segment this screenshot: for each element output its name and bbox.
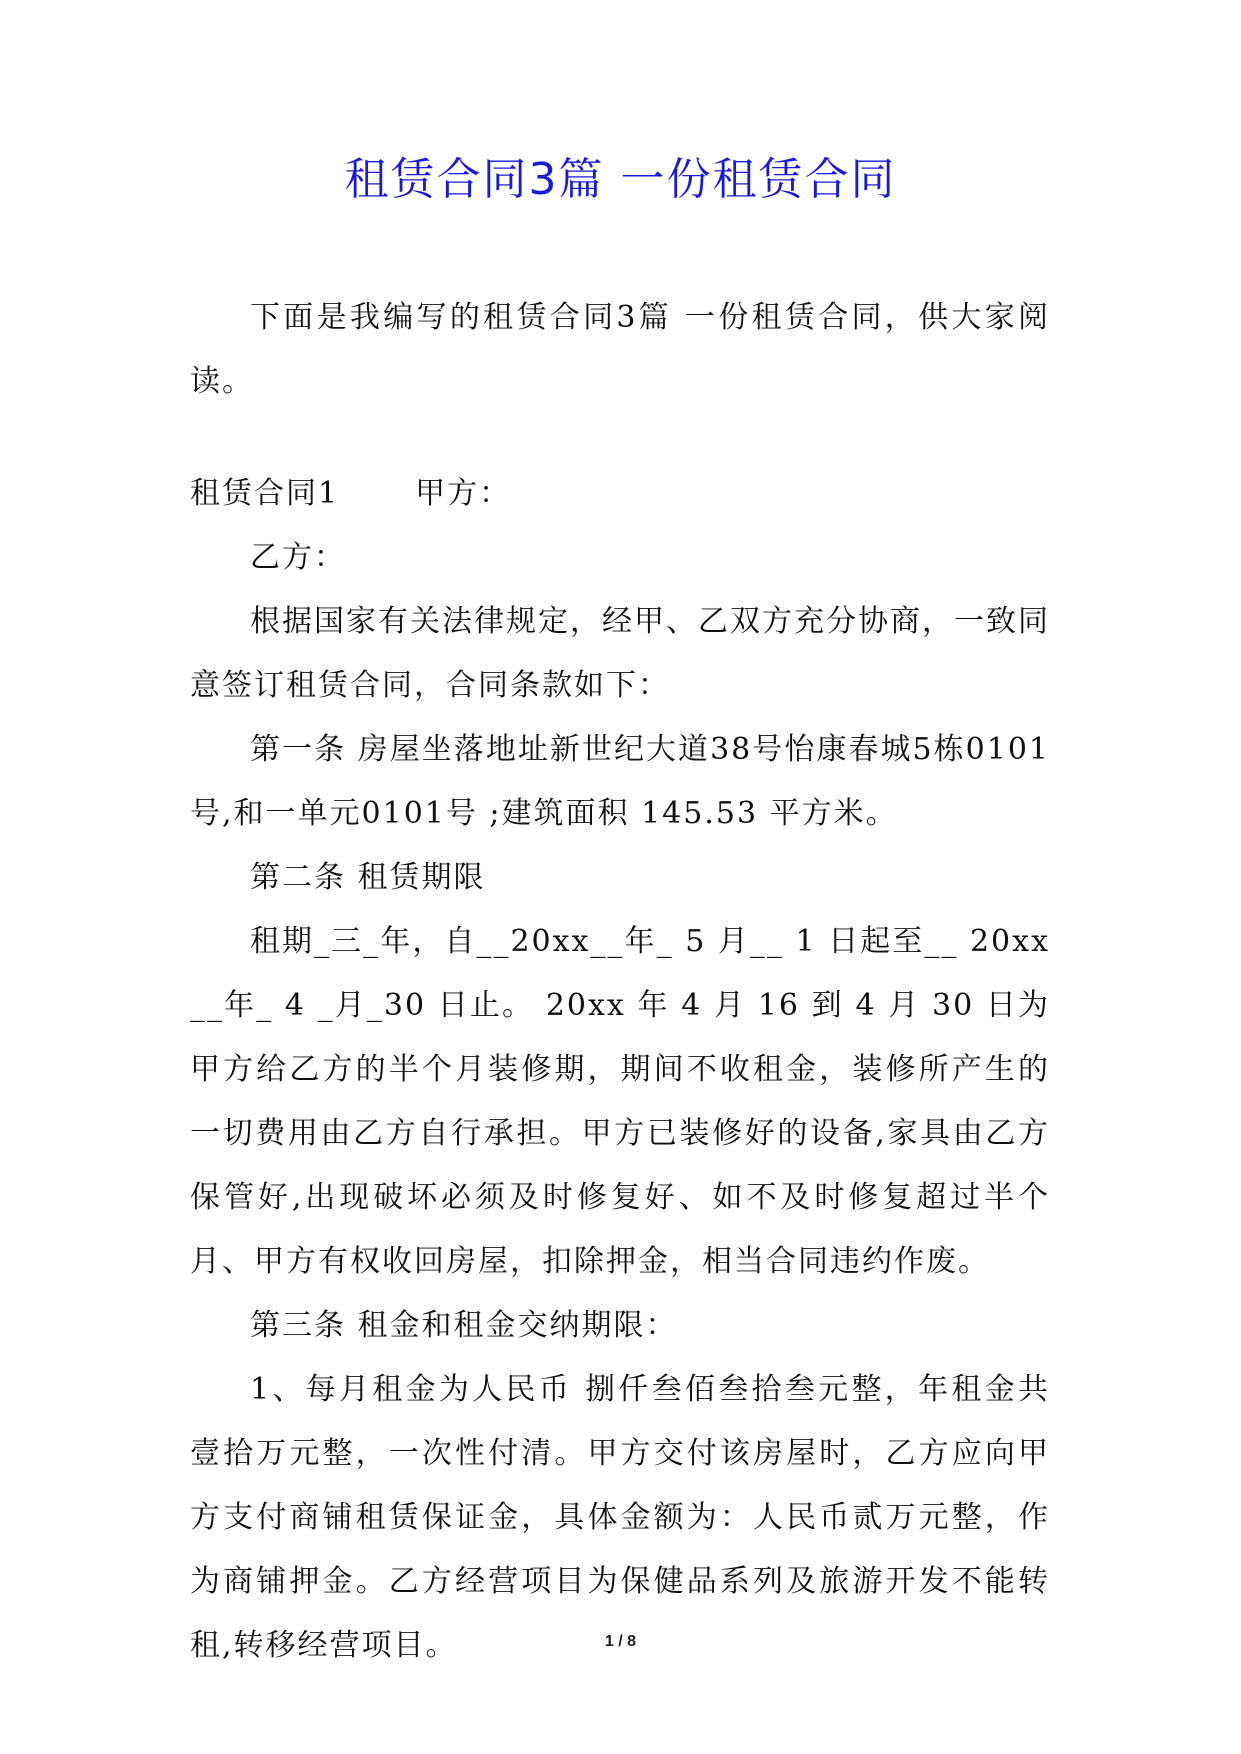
contract-heading-line bbox=[190, 462, 1050, 526]
party-a-label: 甲方： bbox=[415, 476, 512, 511]
page-number: 1 / 8 bbox=[604, 1633, 637, 1650]
paragraph-article-3-heading: 第三条 租金和租金交纳期限： bbox=[250, 1308, 678, 1343]
paragraph-gap bbox=[190, 414, 1050, 462]
paragraph-article-1: 第一条 房屋坐落地址新世纪大道38号怡康春城5栋0101号,和一单元0101号 ;建筑面积 145.53 平方米。 bbox=[190, 732, 1050, 831]
party-b-label: 乙方： bbox=[250, 540, 346, 575]
contract-heading: 租赁合同1 bbox=[190, 476, 340, 511]
paragraph-rent-details: 1、每月租金为人民币 捌仟叁佰叁拾叁元整，年租金共壹拾万元整，一次性付清。甲方交付该房屋时，乙方应向甲方支付商铺租赁保证金，具体金额为：人民币贰万元整，作为商铺押金。乙方经营项目为保健品系列及旅游开发不能转租,转移经营项目。 bbox=[190, 1372, 1050, 1663]
document-title: 租赁合同3篇 一份租赁合同 bbox=[344, 154, 897, 205]
document-body bbox=[190, 286, 1050, 1678]
paragraph-article-2-heading: 第二条 租赁期限 bbox=[250, 860, 486, 895]
intro-paragraph: 下面是我编写的租赁合同3篇 一份租赁合同，供大家阅读。 bbox=[190, 300, 1050, 399]
paragraph-lease-term: 租期_三_年，自__20xx__年_ 5 月__ 1 日起至__ 20xx __年_ 4 _月_30 日止。 20xx 年 4 月 16 到 4 月 30 日为甲方给乙方的半个月装修期，期间不收租金，装修所产生的一切费用由乙方自行承担。甲方已装修好的设备,家具由乙方保管好,出现破坏必须及时修复好、如不及时修复超过半个月、甲方有权收回房屋，扣除押金，相当合同违约作废。 bbox=[190, 924, 1050, 1279]
paragraph-agreement: 根据国家有关法律规定，经甲、乙双方充分协商，一致同意签订租赁合同，合同条款如下： bbox=[190, 604, 1050, 703]
